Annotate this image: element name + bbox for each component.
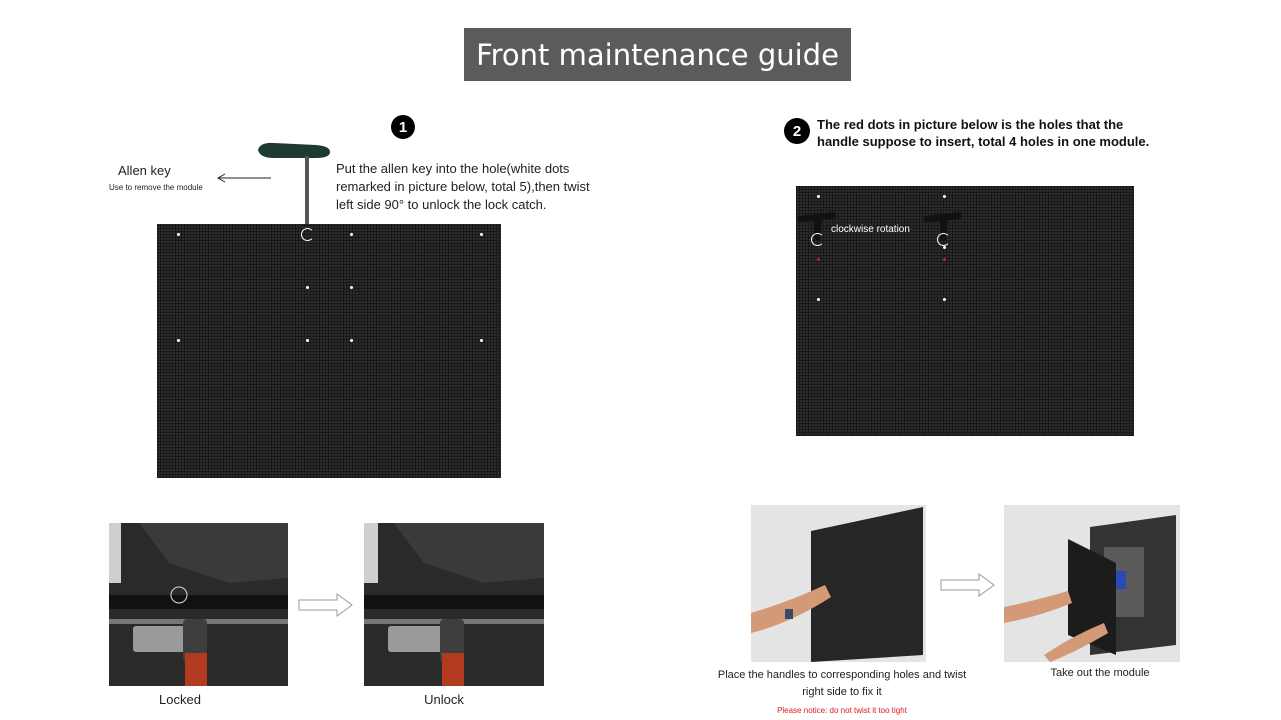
place-handles-photo	[751, 505, 926, 662]
place-handles-caption: Place the handles to corresponding holes and twist right side to fix it	[717, 669, 967, 698]
rotation-icon	[301, 228, 314, 241]
take-out-caption: Take out the module	[1050, 667, 1150, 679]
rotation-icon	[937, 233, 950, 246]
led-module-panel-2	[796, 186, 1134, 436]
led-module-panel	[157, 224, 501, 478]
red-hole-marker	[943, 258, 946, 261]
hole-marker	[306, 339, 309, 342]
hole-marker	[350, 339, 353, 342]
arrow-right-icon	[297, 592, 355, 618]
hole-marker	[943, 195, 946, 198]
hole-marker	[480, 233, 483, 236]
hole-marker	[177, 233, 180, 236]
step-2-instruction: The red dots in picture below is the holes that the handle suppose to insert, total 4 holes in one module.	[817, 117, 1150, 149]
notice-text: Please notice: do not twist it too tight	[777, 706, 907, 715]
locked-label: Locked	[159, 692, 201, 707]
hole-marker	[306, 286, 309, 289]
hole-marker	[480, 339, 483, 342]
arrow-right-icon	[939, 572, 997, 598]
place-handles-photo-art	[751, 505, 926, 662]
hole-marker	[943, 246, 946, 249]
step-2-badge: 2	[784, 118, 810, 144]
rotation-icon	[811, 233, 824, 246]
hole-marker	[817, 195, 820, 198]
hole-marker	[817, 298, 820, 301]
unlock-label: Unlock	[424, 692, 464, 707]
hole-marker	[177, 339, 180, 342]
unlock-photo-art	[364, 523, 544, 686]
allen-key-label: Allen key	[118, 163, 171, 178]
locked-photo-art	[109, 523, 288, 686]
rotation-label: clockwise rotation	[831, 224, 910, 235]
page-title: Front maintenance guide	[464, 28, 851, 81]
step-1-badge: 1	[391, 115, 415, 139]
hole-marker	[350, 286, 353, 289]
locked-photo	[109, 523, 288, 686]
hole-marker	[943, 298, 946, 301]
allen-key-icon	[256, 136, 336, 234]
take-out-photo-art	[1004, 505, 1180, 662]
unlock-photo	[364, 523, 544, 686]
hole-marker	[350, 233, 353, 236]
step-1-instruction: Put the allen key into the hole(white dots remarked in picture below, total 5),then twist left side 90° to unlock the lock catch.	[336, 161, 590, 212]
red-hole-marker	[817, 258, 820, 261]
take-out-photo	[1004, 505, 1180, 662]
allen-key-sublabel: Use to remove the module	[109, 183, 203, 192]
